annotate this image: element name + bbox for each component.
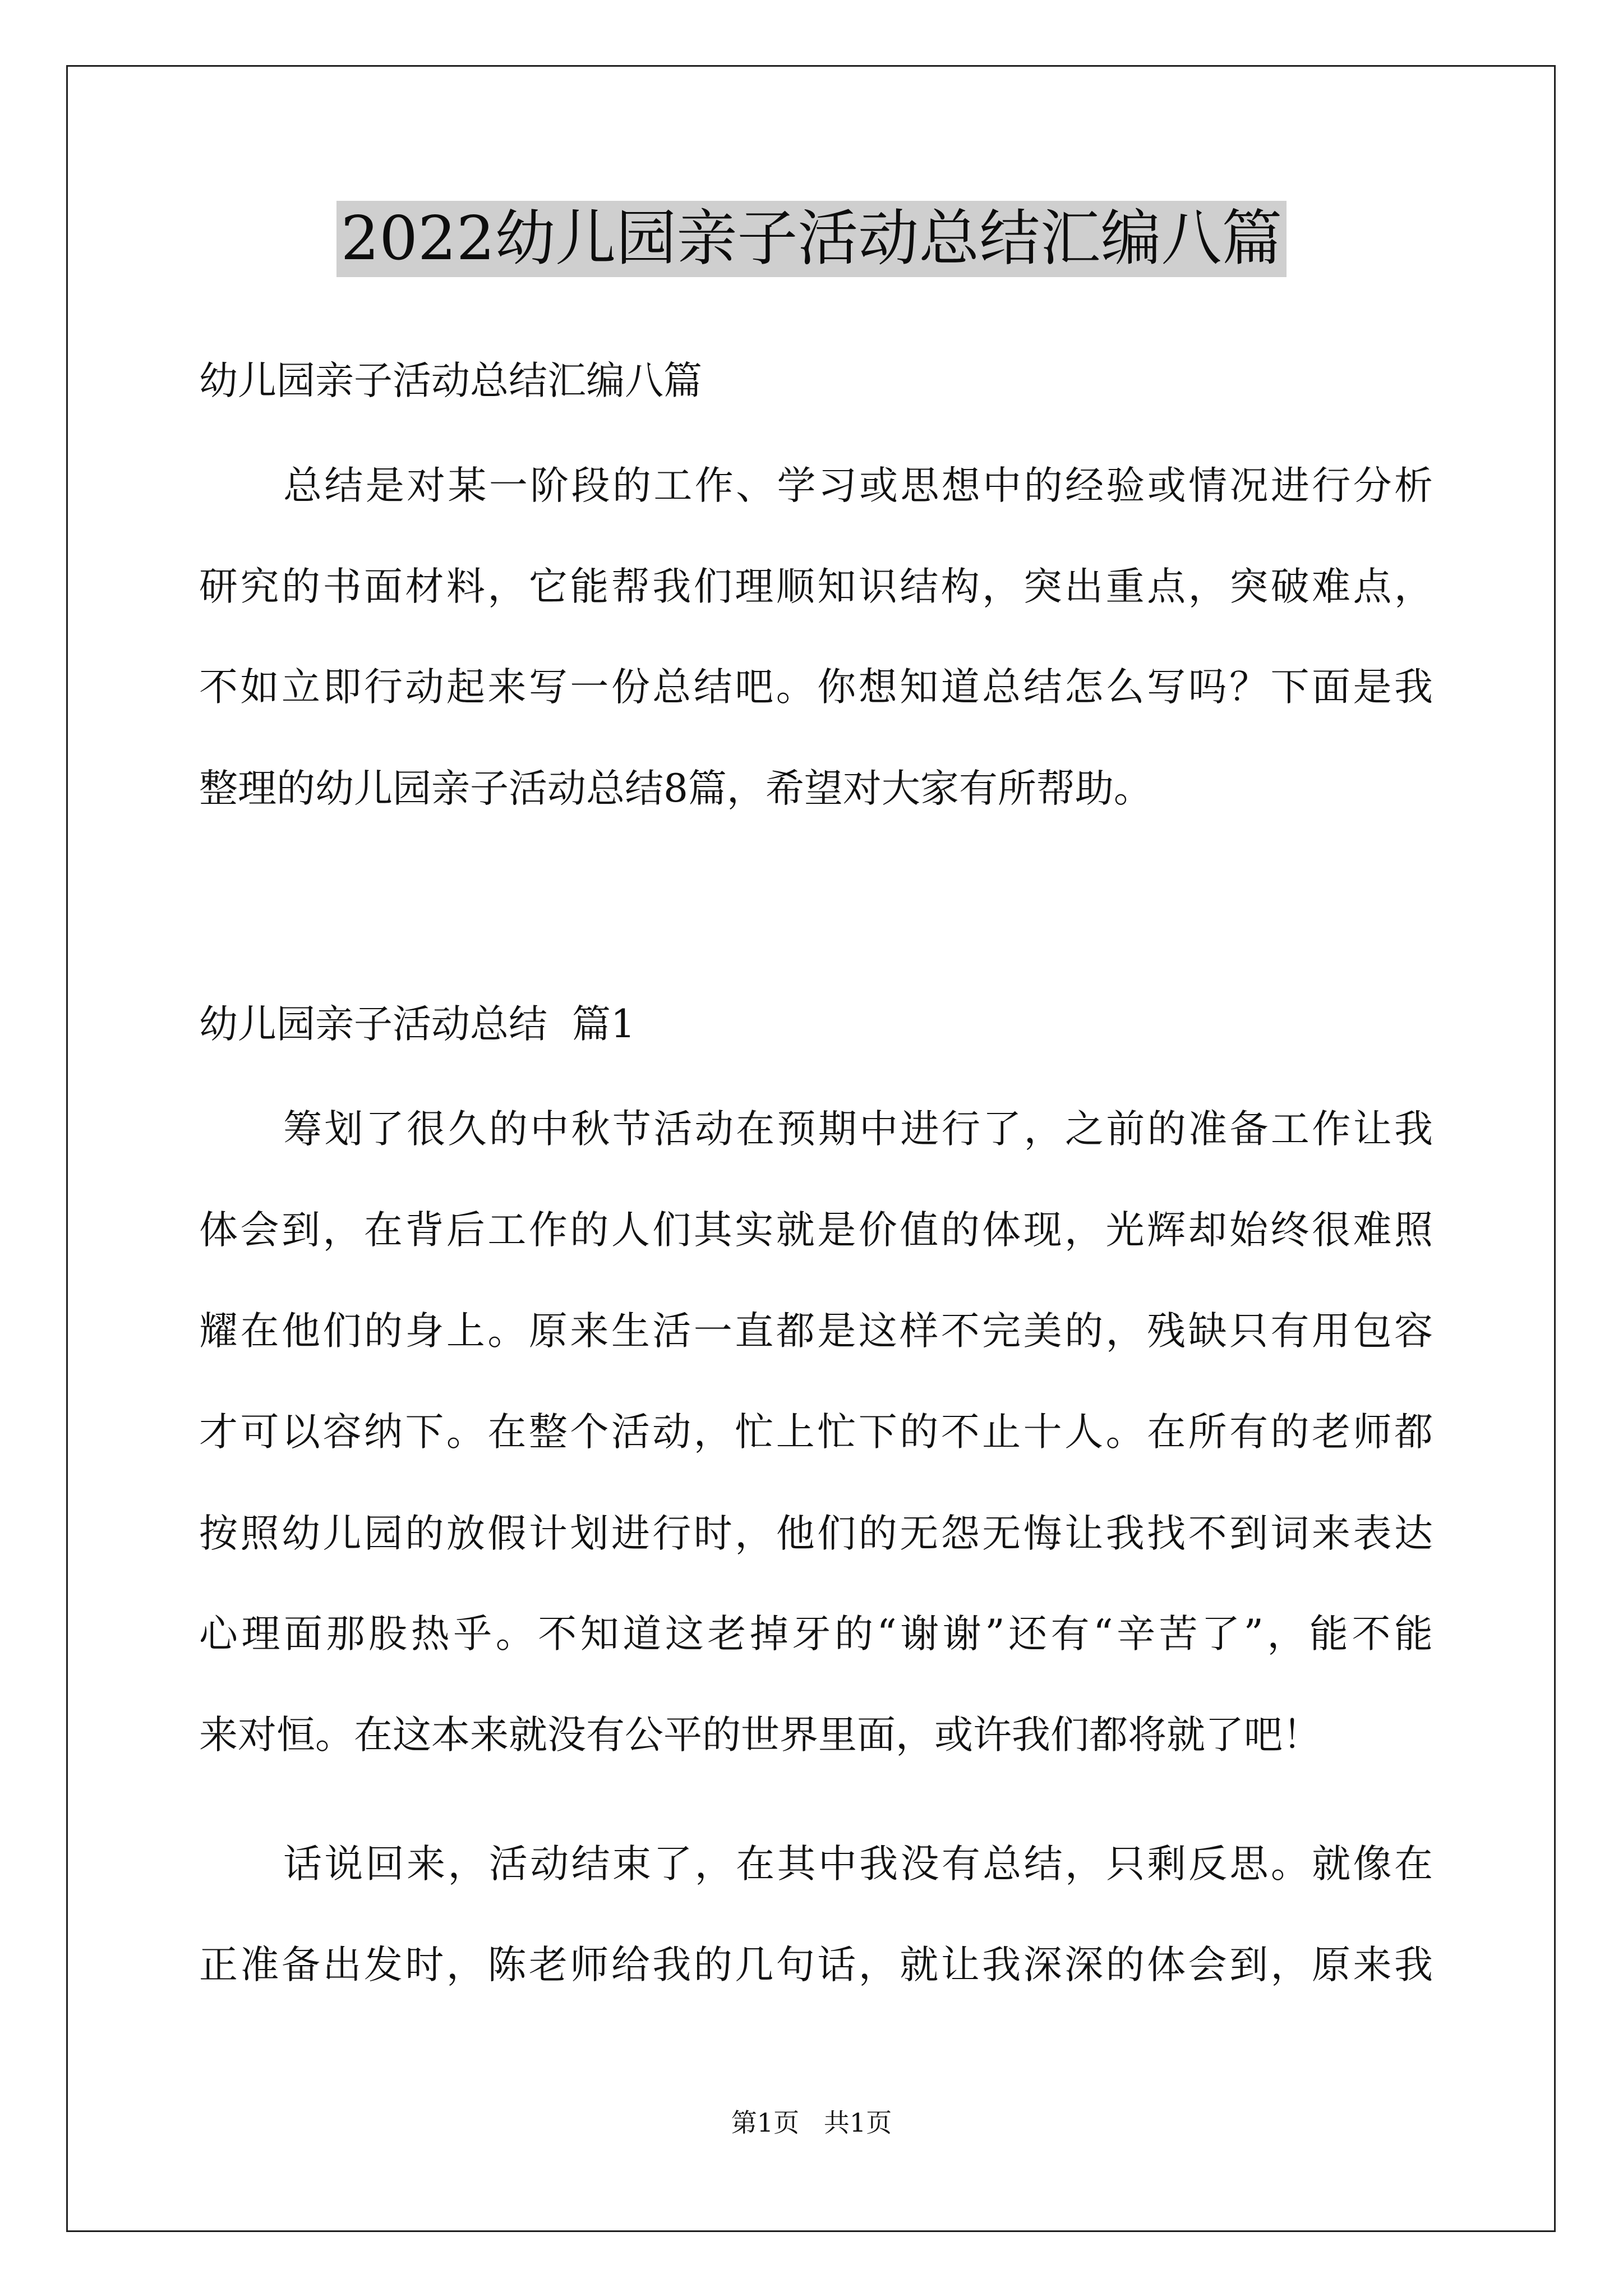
page-footer: 第1页 共1页 (731, 2108, 892, 2138)
section1-p1-line-5: 按照幼儿园的放假计划进行时，他们的无怨无悔让我找不到词来表达 (199, 1511, 1433, 1556)
section1-p1-line-1: 筹划了很久的中秋节活动在预期中进行了，之前的准备工作让我 (283, 1107, 1433, 1152)
section1-p1-line-3: 耀在他们的身上。原来生活一直都是这样不完美的，残缺只有用包容 (199, 1309, 1433, 1354)
section1-p2-line-1: 话说回来，活动结束了，在其中我没有总结，只剩反思。就像在 (283, 1842, 1433, 1887)
document-subtitle: 幼儿园亲子活动总结汇编八篇 (199, 358, 702, 403)
section1-p1-line-2: 体会到，在背后工作的人们其实就是价值的体现，光辉却始终很难照 (199, 1208, 1433, 1253)
title-container (0, 201, 1623, 277)
section-heading: 幼儿园亲子活动总结 篇1 (199, 1002, 635, 1047)
section1-p2-line-2: 正准备出发时，陈老师给我的几句话，就让我深深的体会到，原来我 (199, 1943, 1433, 1987)
section1-p1-line-6: 心理面那股热乎。不知道这老掉牙的“谢谢”还有“辛苦了”，能不能 (199, 1612, 1433, 1657)
intro-line-4: 整理的幼儿园亲子活动总结8篇，希望对大家有所帮助。 (199, 766, 1152, 811)
intro-line-1: 总结是对某一阶段的工作、学习或思想中的经验或情况进行分析 (283, 463, 1433, 508)
section1-p1-line-4: 才可以容纳下。在整个活动，忙上忙下的不止十人。在所有的老师都 (199, 1410, 1433, 1455)
document-title: 2022幼儿园亲子活动总结汇编八篇 (336, 201, 1287, 277)
intro-line-3: 不如立即行动起来写一份总结吧。你想知道总结怎么写吗？下面是我 (199, 665, 1433, 710)
section1-p1-line-7: 来对恒。在这本来就没有公平的世界里面，或许我们都将就了吧！ (199, 1713, 1321, 1757)
intro-line-2: 研究的书面材料，它能帮我们理顺知识结构，突出重点，突破难点， (199, 564, 1433, 609)
